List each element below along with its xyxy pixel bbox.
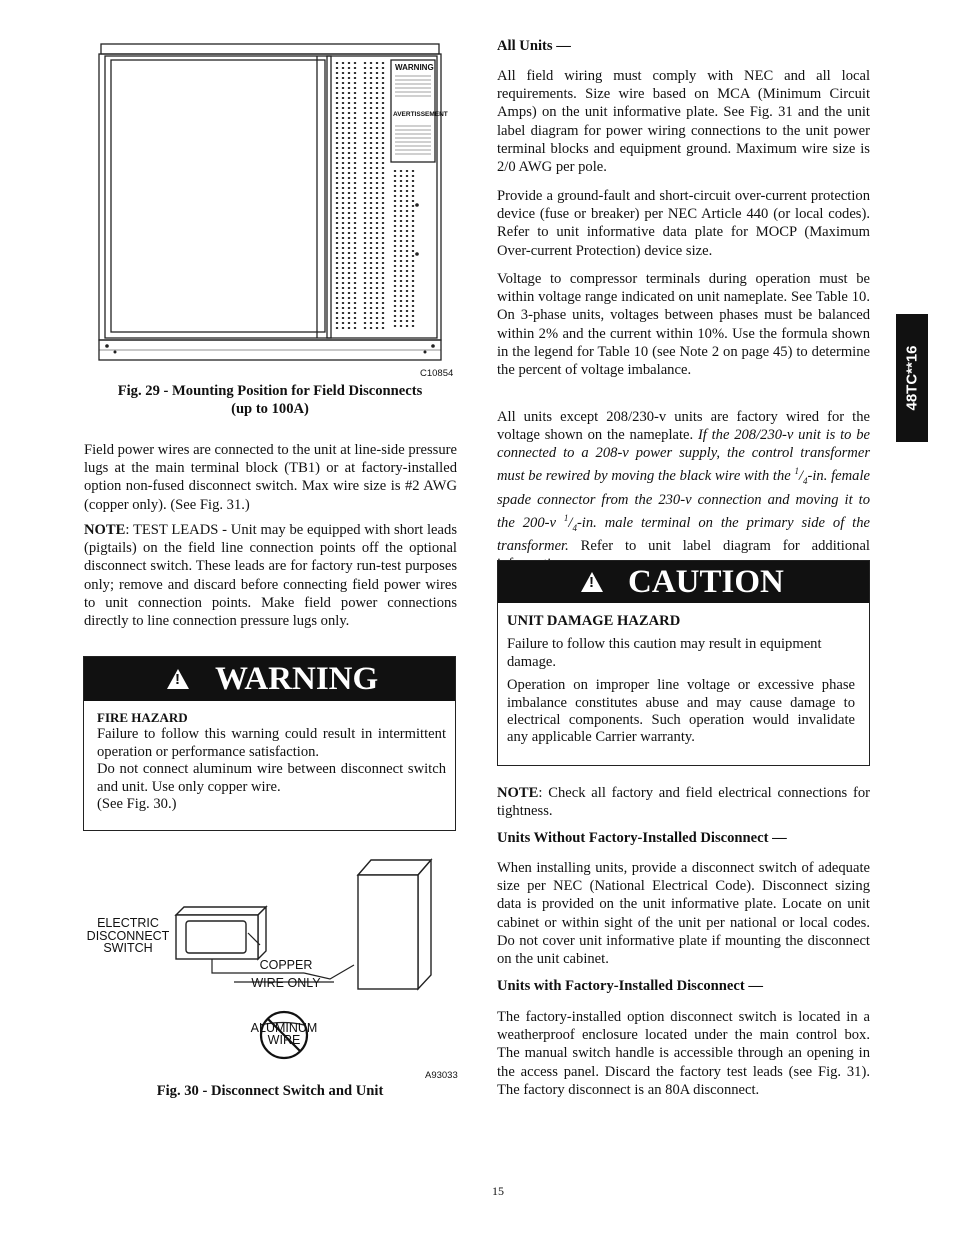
fig29-caption-line1: Fig. 29 - Mounting Position for Field Disconnects (117, 383, 423, 399)
warning-content (97, 709, 446, 813)
p4-italic-c: -in. male terminal on the primary side of the transformer. (497, 514, 870, 554)
caution-triangle-icon (581, 572, 603, 597)
fig29-code: C10854 (420, 368, 454, 379)
caution-line1: Failure to follow this caution may result in equipment damage. (507, 636, 822, 670)
all-units-heading: All Units — (497, 38, 571, 54)
fig30-figure (84, 855, 464, 1085)
warning-box (83, 656, 456, 831)
warning-title: WARNING (215, 661, 379, 697)
p4-start: All units except 208/230-v units are factory wired for the voltage shown on the nameplate. (497, 409, 870, 444)
frac-den-2: 4 (572, 522, 577, 533)
fig29-caption-line2: (up to 100A) (231, 401, 309, 417)
caution-box (497, 560, 870, 766)
p4-end: Refer to unit label diagram for additional (580, 537, 870, 554)
all-units-p3: Voltage to compressor terminals during operation must be within voltage range indicated on unit nameplate. See Table 10. On 3-phase units, voltages between phases must be balanced within 2% and the current within 10%. Use the formula shown in the legend for Table 10 (see Note 2 on page 45) to determine the percent of voltage imbalance. (497, 271, 870, 379)
p4-italic-b: -in. female spade connector from the 230-v connection and moving it to the 200-v (497, 468, 870, 531)
unit-front-drawing (95, 40, 445, 366)
fig30-label-aluminum: ALUMINUM (250, 1021, 318, 1035)
warning-triangle-icon (167, 669, 189, 694)
caution-hazard: UNIT DAMAGE HAZARD (507, 613, 681, 629)
all-units-p1: All field wiring must comply with NEC and all local requirements. Size wire based on MCA (Minimum Circuit Amps) on the unit informative plate. See Fig. 31 and the unit label diagram for power wiring connections to the unit power terminal blocks and equipment ground. Maximum wire size is 2/0 AWG per pole. (497, 68, 870, 176)
caution-line2: Operation on improper line voltage or excessive phase imbalance constitutes abuse and may cause damage to electrical components. Such operation would invalidate any applicable Carrier warranty. (507, 677, 855, 746)
tightness-note (497, 784, 870, 820)
fig29-caption (84, 382, 456, 418)
frac-den-1: 4 (803, 476, 808, 487)
all-units-p2: Provide a ground-fault and short-circuit over-current protection device (fuse or breaker) per NEC Article 440 (or local codes). Refer to unit informative data plate for MOCP (Maximum Over-current Protection) device size. (497, 188, 870, 259)
fig29-figure (95, 40, 448, 366)
fig30-label-switch: SWITCH (103, 941, 153, 955)
warning-line2: Do not connect aluminum wire between disconnect switch and unit. Use only copper wire. (97, 761, 446, 795)
units-with-disconnect-heading: Units with Factory-Installed Disconnect — (497, 978, 763, 994)
caution-content (507, 613, 855, 747)
fig30-electric-disconnect-switch (86, 917, 170, 955)
caution-header (498, 561, 869, 603)
warning-hazard: FIRE HAZARD (97, 710, 188, 725)
warning-header (84, 657, 455, 701)
caution-title: CAUTION (628, 564, 784, 600)
units-without-paragraph: When installing units, provide a disconnect switch of adequate size per NEC (National Electrical Code). Disconnect sizing data is provided on the unit informative plate. Locate on unit cabinet or within sight of the unit per national or local codes. Do not cover unit informative plate if mounting the disconnect on the unit cabinet. (497, 860, 870, 968)
field-power-paragraph: Field power wires are connected to the unit at line-side pressure lugs at the main terminal block (TB1) or at factory-installed option non-fused disconnect switch. Max wire size is #2 AWG (copper only). (See Fig. 31.) (84, 442, 457, 513)
note-text: : TEST LEADS - Unit may be equipped with short leads (pigtails) on the field line connection points off the optional disconnect switch. These leads are for factory run-test purposes only; remove and discard before connecting field power wires to unit connection points. Make field power connections directly to line connection pressure lugs only. (84, 522, 457, 630)
warning-line1: Failure to follow this warning could result in intermittent operation or performance satisfaction. (97, 726, 446, 760)
frac-num-2: 1 (563, 512, 569, 523)
all-units-p4: All units except 208/230-v units are factory wired for the voltage shown on the nameplate. If the 208/230-v unit is to be connected to a 208-v power supply, the control transformer must be rewired by moving the black wire with the $^1/_4-in$. female spade connector from the 230-v connection and moving it to the 200-v $^1/_4-in$. male terminal on the primary side of the transformer. Refer to unit label diagram for additional (497, 408, 870, 573)
note-label-2: NOTE (497, 785, 539, 801)
test-leads-note (84, 521, 457, 630)
side-tab (896, 314, 928, 442)
note-text-2: : Check all factory and field electrical connections for tightness. (497, 785, 870, 820)
frac-num-1: 1 (794, 466, 799, 477)
p4-italic-a: If the 208/230-v unit is to be connected to a 208-v power supply, the control transformer must be rewired by moving the black wire with the (497, 427, 871, 485)
note-label: NOTE (84, 522, 126, 538)
fig29-label-warning: WARNING (395, 63, 434, 72)
warning-line3: (See Fig. 30.) (97, 796, 177, 813)
fig30-caption: Fig. 30 - Disconnect Switch and Unit (156, 1083, 384, 1099)
fig30-label-disconnect: DISCONNECT (86, 928, 170, 943)
page-number: 15 (492, 1184, 504, 1198)
fig30-label-wire: WIRE (267, 1033, 301, 1047)
fig30-label-copper: COPPER (259, 958, 313, 972)
fig29-label-avertissement: AVERTISSEMENT (393, 111, 448, 118)
fig30-code: A93033 (425, 1070, 458, 1081)
units-with-paragraph: The factory-installed option disconnect switch is located in a weatherproof enclosure located under the main control box. The manual switch handle is accessible through an opening in the access panel. Discard the factory test leads (see Fig. 31). The factory disconnect is an 80A disconnect. (497, 1009, 870, 1098)
fig30-label-electric: ELECTRIC (97, 916, 159, 930)
side-tab-label: 48TC**16 (903, 345, 921, 411)
units-without-disconnect-heading: Units Without Factory-Installed Disconnect — (497, 830, 787, 846)
fig30-label-wire-only: WIRE ONLY (251, 976, 321, 990)
